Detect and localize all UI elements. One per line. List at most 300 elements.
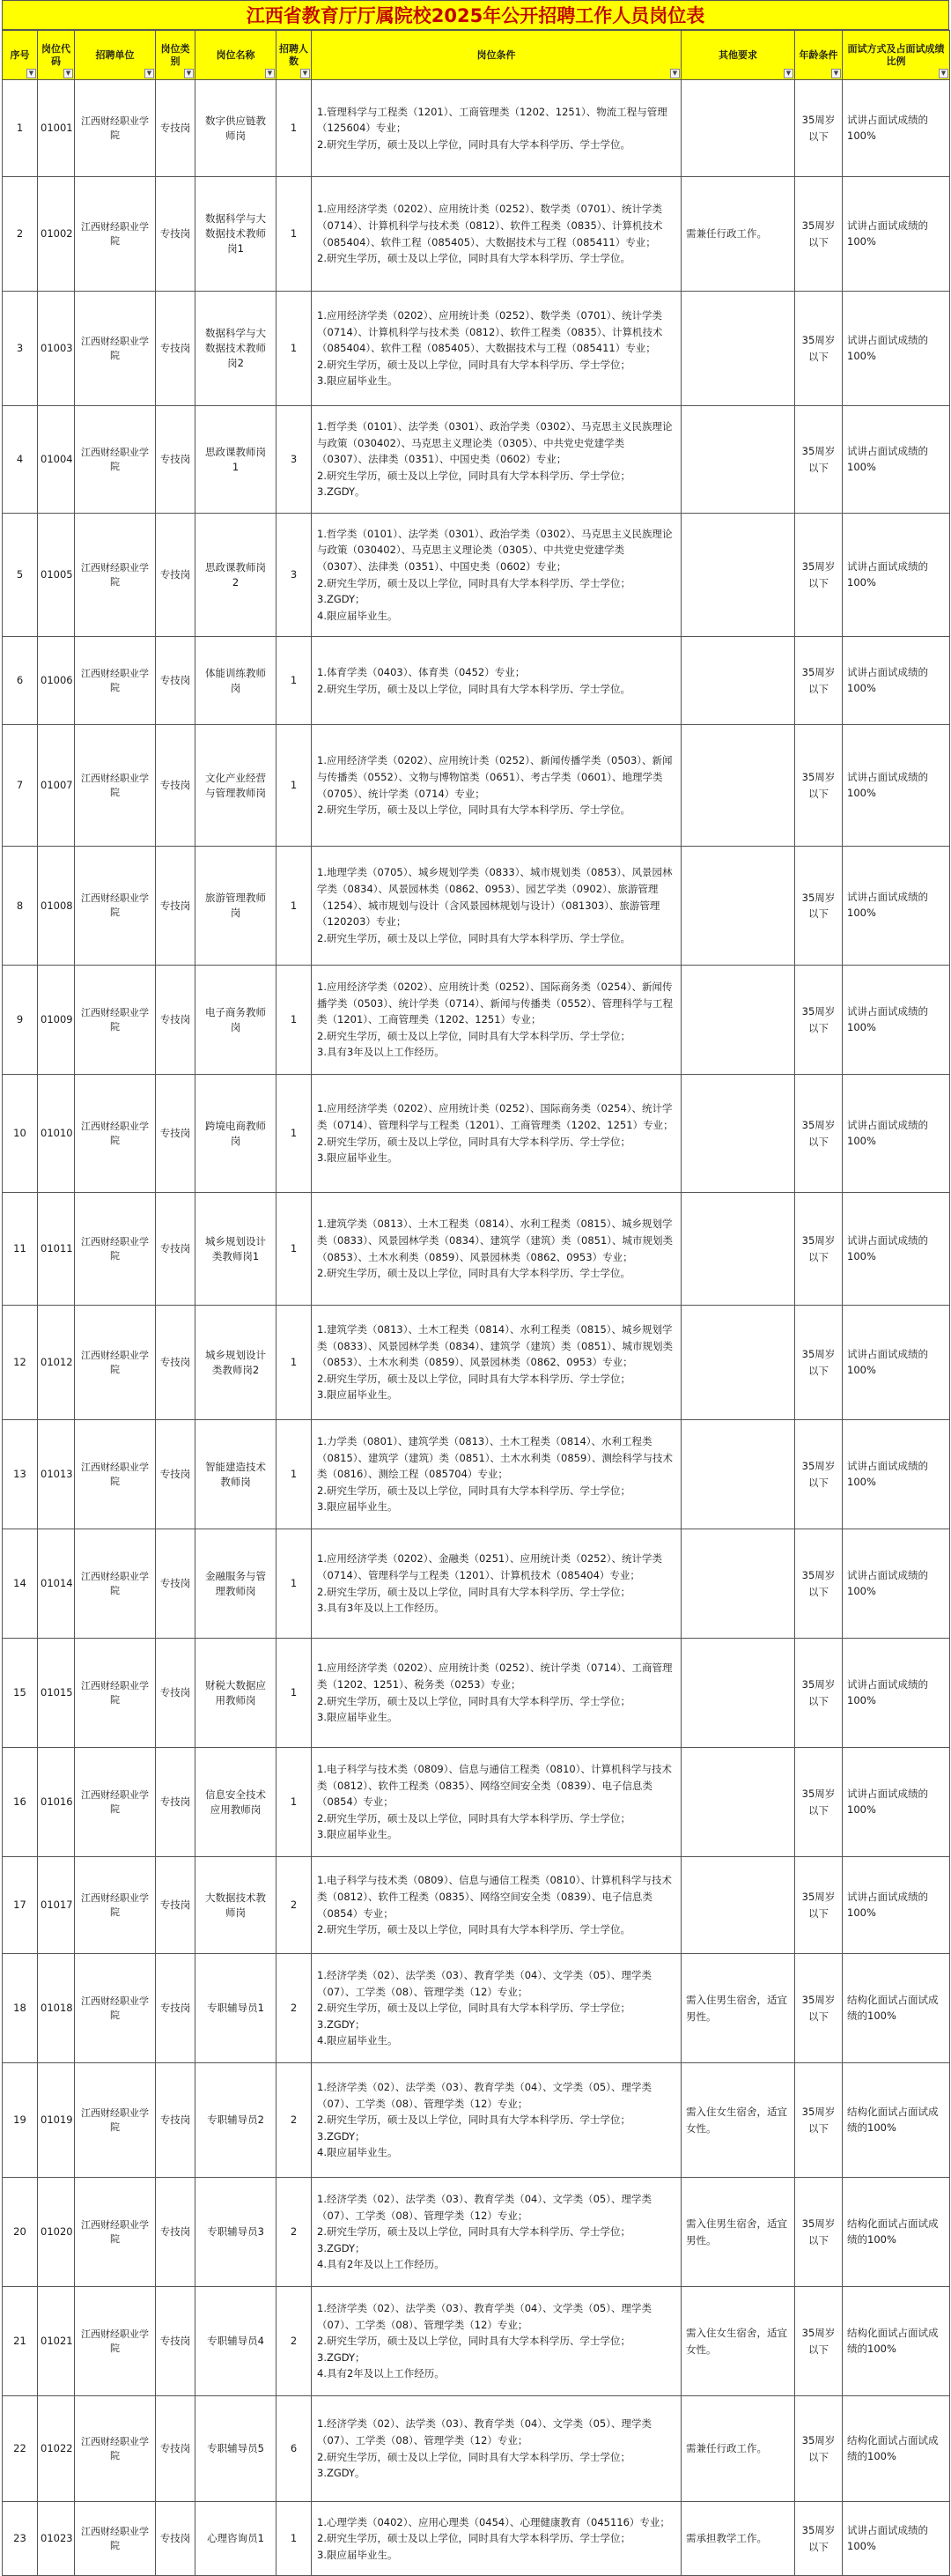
cell-no[interactable]: 1 xyxy=(3,80,38,177)
cell-count[interactable]: 1 xyxy=(276,1529,312,1639)
cell-code[interactable]: 01013 xyxy=(38,1420,75,1529)
cell-no[interactable]: 5 xyxy=(3,514,38,637)
cell-no[interactable]: 10 xyxy=(3,1075,38,1193)
cell-no[interactable]: 3 xyxy=(3,292,38,406)
cell-unit[interactable]: 江西财经职业学院 xyxy=(75,514,156,637)
cell-unit[interactable]: 江西财经职业学院 xyxy=(75,1075,156,1193)
cell-age[interactable]: 35周岁以下 xyxy=(795,2287,843,2396)
cell-conditions[interactable] xyxy=(312,2396,682,2502)
table-row xyxy=(3,80,950,177)
cell-unit[interactable]: 江西财经职业学院 xyxy=(75,1954,156,2063)
cell-no[interactable]: 22 xyxy=(3,2396,38,2502)
header-count[interactable]: 招聘人数 ▼ xyxy=(276,31,312,80)
condition-line: 1.地理学类（0705）、城乡规划学类（0833）、城市规划类（0853）、风景园林学类（0834）、风景园林类（0862、0953）、园艺学类（0902）、旅游管理（1254）、城市规划与设计（含风景园林规划与设计）（081303）、旅游管理（120203）专业； xyxy=(317,866,673,929)
cell-no[interactable]: 18 xyxy=(3,1954,38,2063)
cell-category[interactable]: 专技岗 xyxy=(156,2287,195,2396)
cell-count[interactable]: 1 xyxy=(276,847,312,966)
cell-age[interactable]: 35周岁以下 xyxy=(795,725,843,847)
cell-unit[interactable]: 江西财经职业学院 xyxy=(75,406,156,514)
cell-code[interactable]: 01009 xyxy=(38,966,75,1075)
cell-no[interactable]: 21 xyxy=(3,2287,38,2396)
cell-count[interactable]: 1 xyxy=(276,292,312,406)
cell-ratio[interactable]: 试讲占面试成绩的100% xyxy=(843,1075,950,1193)
cell-category[interactable]: 专技岗 xyxy=(156,292,195,406)
condition-line: 1.电子科学与技术类（0809）、信息与通信工程类（0810）、计算机科学与技术类（0812）、软件工程类（0835）、网络空间安全类（0839）、电子信息类（0854）专业； xyxy=(317,1762,673,1809)
header-row xyxy=(3,31,950,80)
condition-line: 3.限应届毕业生。 xyxy=(317,1500,398,1514)
condition-line: 3.限应届毕业生。 xyxy=(317,2548,398,2561)
cell-count[interactable]: 2 xyxy=(276,2287,312,2396)
cell-no[interactable]: 19 xyxy=(3,2063,38,2178)
filter-dropdown-icon[interactable]: ▼ xyxy=(144,69,154,78)
cell-category[interactable]: 专技岗 xyxy=(156,1639,195,1748)
cell-category[interactable]: 专技岗 xyxy=(156,966,195,1075)
cell-count[interactable]: 2 xyxy=(276,2178,312,2287)
cell-count[interactable]: 1 xyxy=(276,637,312,725)
table-row xyxy=(3,1193,950,1306)
cell-code[interactable]: 01020 xyxy=(38,2178,75,2287)
condition-line: 1.应用经济学类（0202）、应用统计类（0252）、国际商务类（0254）、统计学类（0714）、管理科学与工程类（1201）、工商管理类（1202、1251）专业； xyxy=(317,1102,674,1131)
cell-ratio[interactable]: 试讲占面试成绩的100% xyxy=(843,847,950,966)
cell-no[interactable]: 9 xyxy=(3,966,38,1075)
cell-conditions[interactable] xyxy=(312,1306,682,1420)
cell-age[interactable]: 35周岁以下 xyxy=(795,1075,843,1193)
cell-code[interactable]: 01015 xyxy=(38,1639,75,1748)
cell-conditions[interactable] xyxy=(312,1857,682,1954)
condition-line: 1.心理学类（0402）、应用心理类（0454）、心理健康教育（045116）专业； xyxy=(317,2515,670,2528)
cell-other[interactable] xyxy=(682,1857,795,1954)
condition-line: 3.限应届毕业生。 xyxy=(317,1151,398,1165)
cell-count[interactable]: 1 xyxy=(276,80,312,177)
cell-conditions[interactable] xyxy=(312,1529,682,1639)
condition-line: 1.经济学类（02）、法学类（03）、教育学类（04）、文学类（05）、理学类（07）、工学类（08）、管理学类（12）专业； xyxy=(317,2301,652,2331)
cell-code[interactable]: 01016 xyxy=(38,1748,75,1857)
cell-conditions[interactable] xyxy=(312,514,682,637)
cell-other[interactable] xyxy=(682,1748,795,1857)
condition-line: 3.ZGDY； xyxy=(317,2129,365,2143)
cell-other[interactable] xyxy=(682,1306,795,1420)
cell-category[interactable]: 专技岗 xyxy=(156,177,195,292)
cell-unit[interactable]: 江西财经职业学院 xyxy=(75,2502,156,2576)
cell-no[interactable]: 12 xyxy=(3,1306,38,1420)
cell-name[interactable]: 数据科学与大数据技术教师岗1 xyxy=(195,177,276,292)
condition-line: 1.管理科学与工程类（1201）、工商管理类（1202、1251）、物流工程与管理（125604）专业； xyxy=(317,105,667,135)
cell-other[interactable] xyxy=(682,1420,795,1529)
cell-unit[interactable]: 江西财经职业学院 xyxy=(75,2063,156,2178)
cell-category[interactable]: 专技岗 xyxy=(156,2178,195,2287)
cell-conditions[interactable] xyxy=(312,2502,682,2576)
filter-dropdown-icon[interactable]: ▼ xyxy=(265,69,275,78)
cell-category[interactable]: 专技岗 xyxy=(156,1193,195,1306)
cell-age[interactable]: 35周岁以下 xyxy=(795,292,843,406)
filter-dropdown-icon[interactable]: ▼ xyxy=(26,69,36,78)
condition-line: 2.研究生学历，硕士及以上学位，同时具有大学本科学历、学士学位； xyxy=(317,1372,630,1385)
cell-conditions[interactable] xyxy=(312,80,682,177)
cell-ratio[interactable]: 结构化面试占面试成绩的100% xyxy=(843,2063,950,2178)
condition-line: 3.具有3年及以上工作经历。 xyxy=(317,1046,445,1059)
cell-unit[interactable]: 江西财经职业学院 xyxy=(75,1529,156,1639)
cell-category[interactable]: 专技岗 xyxy=(156,2396,195,2502)
cell-ratio[interactable]: 试讲占面试成绩的100% xyxy=(843,1306,950,1420)
cell-other[interactable] xyxy=(682,1075,795,1193)
table-row xyxy=(3,1075,950,1193)
cell-conditions[interactable] xyxy=(312,1193,682,1306)
cell-ratio[interactable]: 试讲占面试成绩的100% xyxy=(843,292,950,406)
cell-no[interactable]: 23 xyxy=(3,2502,38,2576)
table-row xyxy=(3,847,950,966)
cell-unit[interactable]: 江西财经职业学院 xyxy=(75,2396,156,2502)
cell-unit[interactable]: 江西财经职业学院 xyxy=(75,292,156,406)
cell-ratio[interactable]: 试讲占面试成绩的100% xyxy=(843,1193,950,1306)
condition-line: 4.限应届毕业生。 xyxy=(317,2034,398,2047)
cell-no[interactable]: 13 xyxy=(3,1420,38,1529)
cell-count[interactable]: 1 xyxy=(276,1748,312,1857)
condition-line: 2.研究生学历，硕士及以上学位，同时具有大学本科学历、学士学位。 xyxy=(317,1267,630,1280)
cell-count[interactable]: 1 xyxy=(276,177,312,292)
cell-no[interactable]: 4 xyxy=(3,406,38,514)
cell-age[interactable]: 35周岁以下 xyxy=(795,1857,843,1954)
cell-ratio[interactable]: 试讲占面试成绩的100% xyxy=(843,177,950,292)
cell-no[interactable]: 16 xyxy=(3,1748,38,1857)
cell-name[interactable]: 财税大数据应用教师岗 xyxy=(195,1639,276,1748)
cell-ratio[interactable]: 试讲占面试成绩的100% xyxy=(843,2502,950,2576)
cell-code[interactable]: 01006 xyxy=(38,637,75,725)
cell-age[interactable]: 35周岁以下 xyxy=(795,637,843,725)
cell-other[interactable] xyxy=(682,1529,795,1639)
cell-name[interactable]: 思政课教师岗1 xyxy=(195,406,276,514)
cell-other[interactable] xyxy=(682,514,795,637)
cell-age[interactable]: 35周岁以下 xyxy=(795,80,843,177)
condition-line: 2.研究生学历，硕士及以上学位，同时具有大学本科学历、学士学位； xyxy=(317,1694,630,1707)
cell-name[interactable]: 旅游管理教师岗 xyxy=(195,847,276,966)
filter-dropdown-icon[interactable]: ▼ xyxy=(184,69,194,78)
cell-code[interactable]: 01010 xyxy=(38,1075,75,1193)
condition-line: 2.研究生学历，硕士及以上学位，同时具有大学本科学历、学士学位； xyxy=(317,2335,630,2348)
condition-line: 1.应用经济学类（0202）、应用统计类（0252）、国际商务类（0254）、新闻传播学类（0503）、统计学类（0714）、新闻与传播类（0552）、管理科学与工程类（1201）、工商管理类（1202、1251）专业； xyxy=(317,980,674,1026)
cell-category[interactable]: 专技岗 xyxy=(156,1748,195,1857)
table-row xyxy=(3,292,950,406)
cell-conditions[interactable] xyxy=(312,2063,682,2178)
table-row xyxy=(3,2063,950,2178)
cell-age[interactable]: 35周岁以下 xyxy=(795,1529,843,1639)
cell-other[interactable]: 需入住女生宿舍，适宜女性。 xyxy=(682,2287,795,2396)
cell-unit[interactable]: 江西财经职业学院 xyxy=(75,1639,156,1748)
header-code[interactable]: 岗位代码 ▼ xyxy=(38,31,75,80)
cell-no[interactable]: 20 xyxy=(3,2178,38,2287)
cell-code[interactable]: 01023 xyxy=(38,2502,75,2576)
cell-ratio[interactable]: 试讲占面试成绩的100% xyxy=(843,725,950,847)
cell-name[interactable]: 专职辅导员1 xyxy=(195,1954,276,2063)
condition-line: 3.限应届毕业生。 xyxy=(317,1388,398,1402)
header-ratio[interactable]: 面试方式及占面试成绩比例 ▼ xyxy=(843,31,950,80)
condition-line: 3.具有3年及以上工作经历。 xyxy=(317,1602,445,1615)
filter-dropdown-icon[interactable]: ▼ xyxy=(831,69,841,78)
cell-name[interactable]: 跨境电商教师岗 xyxy=(195,1075,276,1193)
cell-age[interactable]: 35周岁以下 xyxy=(795,2063,843,2178)
cell-category[interactable]: 专技岗 xyxy=(156,2063,195,2178)
cell-unit[interactable]: 江西财经职业学院 xyxy=(75,2178,156,2287)
cell-no[interactable]: 2 xyxy=(3,177,38,292)
condition-line: 2.研究生学历，硕士及以上学位，同时具有大学本科学历、学士学位； xyxy=(317,469,630,482)
filter-dropdown-icon[interactable]: ▼ xyxy=(939,69,948,78)
condition-line: 3.限应届毕业生。 xyxy=(317,1828,398,1841)
condition-line: 2.研究生学历，硕士及以上学位，同时具有大学本科学历、学士学位。 xyxy=(317,931,630,944)
cell-count[interactable]: 1 xyxy=(276,725,312,847)
condition-line: 1.哲学类（0101）、法学类（0301）、政治学类（0302）、马克思主义民族理论与政策（030402）、马克思主义理论类（0305）、中共党史党建学类（0307）、法律类（0351）、中国史类（0602）专业； xyxy=(317,419,673,466)
cell-unit[interactable]: 江西财经职业学院 xyxy=(75,966,156,1075)
cell-code[interactable]: 01005 xyxy=(38,514,75,637)
header-age[interactable]: 年龄条件 ▼ xyxy=(795,31,843,80)
header-conditions[interactable]: 岗位条件 ▼ xyxy=(312,31,682,80)
cell-no[interactable]: 14 xyxy=(3,1529,38,1639)
cell-code[interactable]: 01004 xyxy=(38,406,75,514)
cell-ratio[interactable]: 试讲占面试成绩的100% xyxy=(843,1420,950,1529)
cell-other[interactable] xyxy=(682,1193,795,1306)
condition-line: 1.哲学类（0101）、法学类（0301）、政治学类（0302）、马克思主义民族理论与政策（030402）、马克思主义理论类（0305）、中共党史党建学类（0307）、法律类（0351）、中国史类（0602）专业； xyxy=(317,527,673,573)
cell-code[interactable]: 01021 xyxy=(38,2287,75,2396)
cell-code[interactable]: 01007 xyxy=(38,725,75,847)
cell-name[interactable]: 心理咨询员1 xyxy=(195,2502,276,2576)
cell-unit[interactable]: 江西财经职业学院 xyxy=(75,1193,156,1306)
cell-no[interactable]: 11 xyxy=(3,1193,38,1306)
cell-no[interactable]: 15 xyxy=(3,1639,38,1748)
filter-dropdown-icon[interactable]: ▼ xyxy=(784,69,793,78)
condition-line: 4.具有2年及以上工作经历。 xyxy=(317,2258,445,2271)
cell-ratio[interactable]: 试讲占面试成绩的100% xyxy=(843,80,950,177)
cell-code[interactable]: 01017 xyxy=(38,1857,75,1954)
cell-category[interactable]: 专技岗 xyxy=(156,80,195,177)
cell-conditions[interactable] xyxy=(312,1748,682,1857)
cell-other[interactable] xyxy=(682,1639,795,1748)
cell-conditions[interactable] xyxy=(312,1075,682,1193)
cell-name[interactable]: 城乡规划设计类教师岗1 xyxy=(195,1193,276,1306)
cell-other[interactable] xyxy=(682,80,795,177)
condition-line: 2.研究生学历，硕士及以上学位，同时具有大学本科学历、学士学位； xyxy=(317,576,630,589)
cell-unit[interactable]: 江西财经职业学院 xyxy=(75,637,156,725)
cell-code[interactable]: 01002 xyxy=(38,177,75,292)
table-title: 江西省教育厅厅属院校2025年公开招聘工作人员岗位表 xyxy=(2,0,949,30)
cell-age[interactable]: 35周岁以下 xyxy=(795,406,843,514)
cell-category[interactable]: 专技岗 xyxy=(156,1075,195,1193)
cell-ratio[interactable]: 结构化面试占面试成绩的100% xyxy=(843,1954,950,2063)
cell-other[interactable] xyxy=(682,637,795,725)
cell-ratio[interactable]: 试讲占面试成绩的100% xyxy=(843,406,950,514)
condition-line: 3.ZGDY； xyxy=(317,2241,365,2254)
cell-count[interactable]: 2 xyxy=(276,1954,312,2063)
condition-line: 2.研究生学历，硕士及以上学位，同时具有大学本科学历、学士学位； xyxy=(317,2225,630,2239)
cell-name[interactable]: 专职辅导员2 xyxy=(195,2063,276,2178)
cell-category[interactable]: 专技岗 xyxy=(156,1306,195,1420)
cell-no[interactable]: 17 xyxy=(3,1857,38,1954)
cell-ratio[interactable]: 试讲占面试成绩的100% xyxy=(843,1857,950,1954)
cell-conditions[interactable] xyxy=(312,966,682,1075)
cell-ratio[interactable]: 结构化面试占面试成绩的100% xyxy=(843,2178,950,2287)
cell-unit[interactable]: 江西财经职业学院 xyxy=(75,725,156,847)
cell-name[interactable]: 专职辅导员4 xyxy=(195,2287,276,2396)
condition-line: 2.研究生学历，硕士及以上学位，同时具有大学本科学历、学士学位。 xyxy=(317,682,630,695)
cell-unit[interactable]: 江西财经职业学院 xyxy=(75,1857,156,1954)
cell-count[interactable]: 2 xyxy=(276,2063,312,2178)
cell-ratio[interactable]: 结构化面试占面试成绩的100% xyxy=(843,2287,950,2396)
cell-count[interactable]: 1 xyxy=(276,2502,312,2576)
table-row xyxy=(3,1748,950,1857)
cell-category[interactable]: 专技岗 xyxy=(156,1529,195,1639)
cell-no[interactable]: 6 xyxy=(3,637,38,725)
condition-line: 1.建筑学类（0813）、土木工程类（0814）、水利工程类（0815）、城乡规划学类（0833）、风景园林学类（0834）、建筑学（建筑）类（0851）、城市规划类（0853）、土木水利类（0859）、风景园林类（0862、0953）专业； xyxy=(317,1218,674,1263)
cell-other[interactable] xyxy=(682,725,795,847)
cell-category[interactable]: 专技岗 xyxy=(156,637,195,725)
cell-ratio[interactable]: 试讲占面试成绩的100% xyxy=(843,966,950,1075)
cell-unit[interactable]: 江西财经职业学院 xyxy=(75,177,156,292)
positions-table xyxy=(2,30,950,2576)
cell-category[interactable]: 专技岗 xyxy=(156,514,195,637)
header-no[interactable]: 序号 ▼ xyxy=(3,31,38,80)
cell-age[interactable]: 35周岁以下 xyxy=(795,1193,843,1306)
cell-ratio[interactable]: 试讲占面试成绩的100% xyxy=(843,1748,950,1857)
cell-category[interactable]: 专技岗 xyxy=(156,847,195,966)
cell-category[interactable]: 专技岗 xyxy=(156,725,195,847)
cell-category[interactable]: 专技岗 xyxy=(156,406,195,514)
cell-count[interactable]: 1 xyxy=(276,1075,312,1193)
condition-line: 1.应用经济学类（0202）、应用统计类（0252）、统计学类（0714）、工商管理类（1202、1251）、税务类（0253）专业； xyxy=(317,1662,673,1691)
cell-conditions[interactable] xyxy=(312,725,682,847)
cell-age[interactable]: 35周岁以下 xyxy=(795,847,843,966)
header-category[interactable]: 岗位类别 ▼ xyxy=(156,31,195,80)
cell-count[interactable]: 3 xyxy=(276,514,312,637)
cell-age[interactable]: 35周岁以下 xyxy=(795,1954,843,2063)
cell-age[interactable]: 35周岁以下 xyxy=(795,514,843,637)
cell-age[interactable]: 35周岁以下 xyxy=(795,2178,843,2287)
cell-unit[interactable]: 江西财经职业学院 xyxy=(75,847,156,966)
cell-age[interactable]: 35周岁以下 xyxy=(795,1748,843,1857)
condition-line: 2.研究生学历，硕士及以上学位，同时具有大学本科学历、学士学位。 xyxy=(317,803,630,817)
cell-conditions[interactable] xyxy=(312,637,682,725)
cell-name[interactable]: 信息安全技术应用教师岗 xyxy=(195,1748,276,1857)
cell-conditions[interactable] xyxy=(312,847,682,966)
condition-line: 4.限应届毕业生。 xyxy=(317,2146,398,2159)
cell-category[interactable]: 专技岗 xyxy=(156,1420,195,1529)
cell-other[interactable]: 需入住女生宿舍，适宜女性。 xyxy=(682,2063,795,2178)
cell-conditions[interactable] xyxy=(312,406,682,514)
cell-name[interactable]: 思政课教师岗2 xyxy=(195,514,276,637)
condition-line: 1.应用经济学类（0202）、金融类（0251）、应用统计类（0252）、统计学类（0714）、管理科学与工程类（1201）、计算机技术（085404）专业； xyxy=(317,1552,663,1581)
filter-dropdown-icon[interactable]: ▼ xyxy=(300,69,310,78)
cell-count[interactable]: 3 xyxy=(276,406,312,514)
cell-age[interactable]: 35周岁以下 xyxy=(795,2396,843,2502)
cell-code[interactable]: 01001 xyxy=(38,80,75,177)
cell-age[interactable]: 35周岁以下 xyxy=(795,177,843,292)
cell-name[interactable]: 专职辅导员3 xyxy=(195,2178,276,2287)
cell-conditions[interactable] xyxy=(312,1639,682,1748)
cell-count[interactable]: 1 xyxy=(276,966,312,1075)
cell-name[interactable]: 数据科学与大数据技术教师岗2 xyxy=(195,292,276,406)
cell-conditions[interactable] xyxy=(312,1954,682,2063)
cell-count[interactable]: 1 xyxy=(276,1420,312,1529)
cell-code[interactable]: 01011 xyxy=(38,1193,75,1306)
cell-category[interactable]: 专技岗 xyxy=(156,1857,195,1954)
cell-other[interactable]: 需入住男生宿舍，适宜男性。 xyxy=(682,1954,795,2063)
cell-name[interactable]: 数字供应链教师岗 xyxy=(195,80,276,177)
cell-code[interactable]: 01012 xyxy=(38,1306,75,1420)
cell-code[interactable]: 01022 xyxy=(38,2396,75,2502)
cell-other[interactable]: 需承担教学工作。 xyxy=(682,2502,795,2576)
cell-code[interactable]: 01003 xyxy=(38,292,75,406)
cell-count[interactable]: 1 xyxy=(276,1639,312,1748)
cell-conditions[interactable] xyxy=(312,292,682,406)
cell-conditions[interactable] xyxy=(312,177,682,292)
cell-name[interactable]: 大数据技术教师岗 xyxy=(195,1857,276,1954)
header-name[interactable]: 岗位名称 ▼ xyxy=(195,31,276,80)
cell-age[interactable]: 35周岁以下 xyxy=(795,966,843,1075)
cell-unit[interactable]: 江西财经职业学院 xyxy=(75,1748,156,1857)
condition-line: 2.研究生学历，硕士及以上学位，同时具有大学本科学历、学士学位； xyxy=(317,1135,630,1148)
cell-ratio[interactable]: 试讲占面试成绩的100% xyxy=(843,514,950,637)
cell-category[interactable]: 专技岗 xyxy=(156,2502,195,2576)
cell-name[interactable]: 城乡规划设计类教师岗2 xyxy=(195,1306,276,1420)
cell-ratio[interactable]: 试讲占面试成绩的100% xyxy=(843,1639,950,1748)
filter-dropdown-icon[interactable]: ▼ xyxy=(670,69,680,78)
cell-no[interactable]: 7 xyxy=(3,725,38,847)
condition-line: 2.研究生学历，硕士及以上学位，同时具有大学本科学历、学士学位； xyxy=(317,2450,630,2463)
cell-ratio[interactable]: 结构化面试占面试成绩的100% xyxy=(843,2396,950,2502)
cell-unit[interactable]: 江西财经职业学院 xyxy=(75,2287,156,2396)
cell-other[interactable] xyxy=(682,966,795,1075)
cell-other[interactable] xyxy=(682,292,795,406)
cell-count[interactable]: 2 xyxy=(276,1857,312,1954)
table-row xyxy=(3,1639,950,1748)
cell-age[interactable]: 35周岁以下 xyxy=(795,1639,843,1748)
cell-count[interactable]: 1 xyxy=(276,1306,312,1420)
cell-code[interactable]: 01019 xyxy=(38,2063,75,2178)
cell-name[interactable]: 体能训练教师岗 xyxy=(195,637,276,725)
cell-conditions[interactable] xyxy=(312,2178,682,2287)
cell-other[interactable]: 需入住男生宿舍，适宜男性。 xyxy=(682,2178,795,2287)
cell-unit[interactable]: 江西财经职业学院 xyxy=(75,1306,156,1420)
cell-code[interactable]: 01008 xyxy=(38,847,75,966)
cell-name[interactable]: 智能建造技术教师岗 xyxy=(195,1420,276,1529)
cell-conditions[interactable] xyxy=(312,1420,682,1529)
cell-code[interactable]: 01018 xyxy=(38,1954,75,2063)
cell-ratio[interactable]: 试讲占面试成绩的100% xyxy=(843,1529,950,1639)
condition-line: 2.研究生学历，硕士及以上学位，同时具有大学本科学历、学士学位。 xyxy=(317,137,630,151)
cell-category[interactable]: 专技岗 xyxy=(156,1954,195,2063)
cell-unit[interactable]: 江西财经职业学院 xyxy=(75,80,156,177)
cell-ratio[interactable]: 试讲占面试成绩的100% xyxy=(843,637,950,725)
cell-conditions[interactable] xyxy=(312,2287,682,2396)
condition-line: 1.建筑学类（0813）、土木工程类（0814）、水利工程类（0815）、城乡规划学类（0833）、风景园林学类（0834）、建筑学（建筑）类（0851）、城市规划类（0853）、土木水利类（0859）、风景园林类（0862、0953）专业； xyxy=(317,1322,674,1369)
cell-code[interactable]: 01014 xyxy=(38,1529,75,1639)
cell-other[interactable] xyxy=(682,406,795,514)
cell-name[interactable]: 专职辅导员5 xyxy=(195,2396,276,2502)
cell-other[interactable]: 需兼任行政工作。 xyxy=(682,177,795,292)
cell-count[interactable]: 6 xyxy=(276,2396,312,2502)
header-other[interactable]: 其他要求 ▼ xyxy=(682,31,795,80)
filter-dropdown-icon[interactable]: ▼ xyxy=(63,69,73,78)
condition-line: 1.体育学类（0403）、体育类（0452）专业； xyxy=(317,665,526,678)
cell-name[interactable]: 电子商务教师岗 xyxy=(195,966,276,1075)
cell-name[interactable]: 文化产业经营与管理教师岗 xyxy=(195,725,276,847)
cell-name[interactable]: 金融服务与管理教师岗 xyxy=(195,1529,276,1639)
cell-age[interactable]: 35周岁以下 xyxy=(795,2502,843,2576)
cell-unit[interactable]: 江西财经职业学院 xyxy=(75,1420,156,1529)
cell-count[interactable]: 1 xyxy=(276,1193,312,1306)
cell-no[interactable]: 8 xyxy=(3,847,38,966)
cell-age[interactable]: 35周岁以下 xyxy=(795,1420,843,1529)
header-unit[interactable]: 招聘单位 ▼ xyxy=(75,31,156,80)
cell-other[interactable]: 需兼任行政工作。 xyxy=(682,2396,795,2502)
cell-other[interactable] xyxy=(682,847,795,966)
cell-age[interactable]: 35周岁以下 xyxy=(795,1306,843,1420)
